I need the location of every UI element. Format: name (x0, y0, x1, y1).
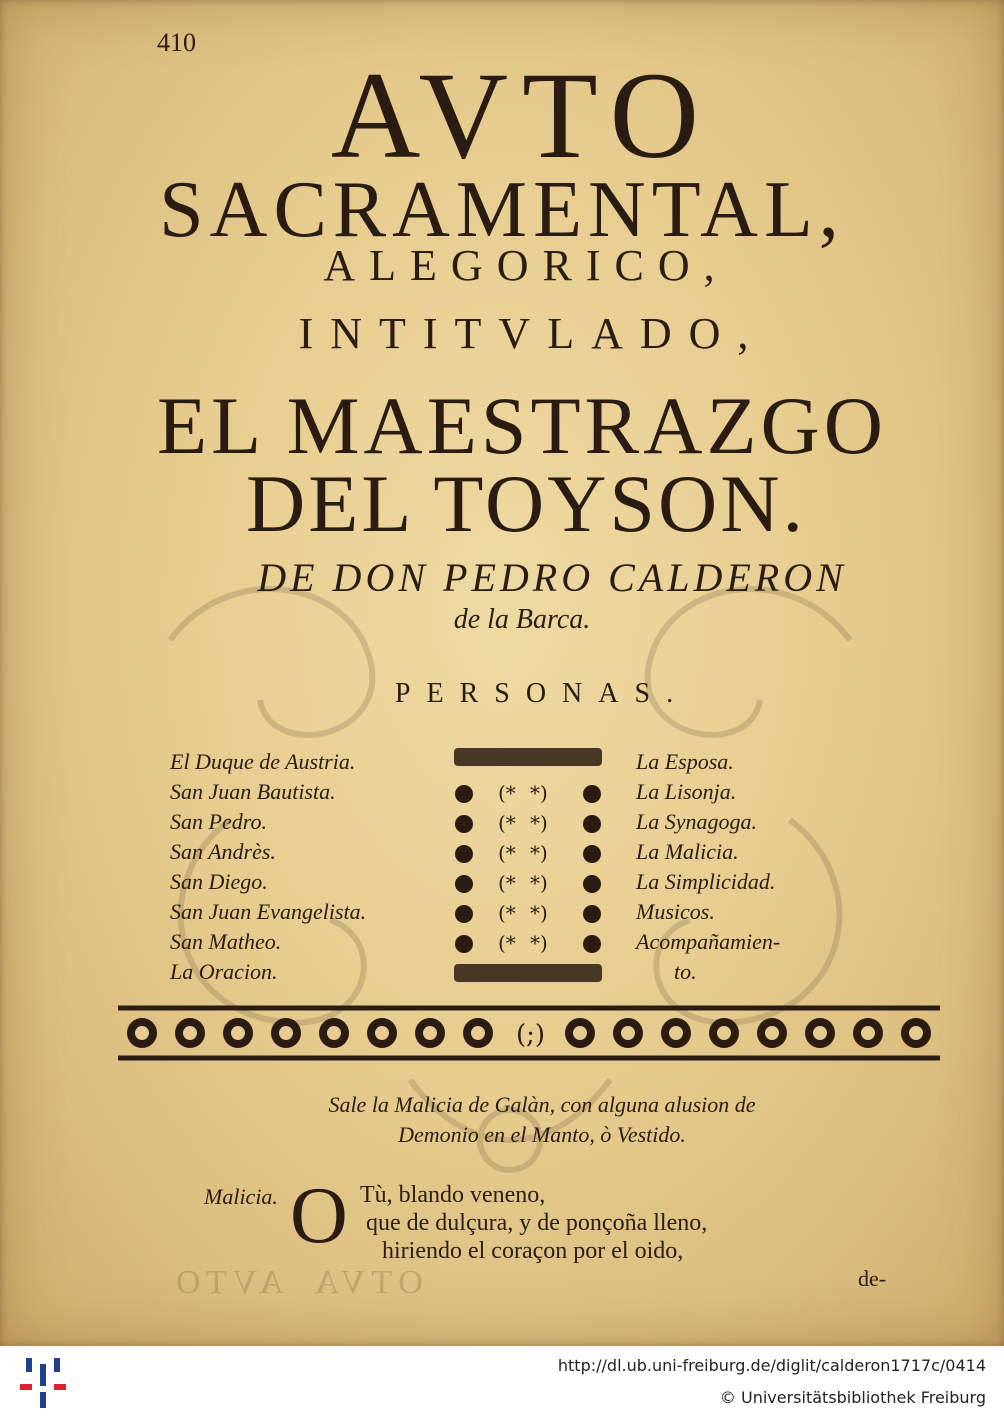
title-line-6: DEL TOYSON. (246, 458, 806, 549)
cast-item: El Duque de Austria. (170, 749, 356, 774)
verse-line: Tù, blando veneno, (360, 1182, 546, 1208)
stage-direction-line-1: Sale la Malicia de Galàn, con alguna alusion de (328, 1092, 756, 1117)
svg-text:(*: (* (498, 841, 516, 865)
svg-text:(*: (* (498, 901, 516, 925)
source-url-link[interactable]: http://dl.ub.uni-freiburg.de/diglit/calderon1717c/0414 (557, 1356, 986, 1375)
bleed-through-text: OTVA AVTO (170, 1264, 423, 1301)
cast-item: San Andrès. (170, 839, 276, 864)
title-line-1: AVTO (330, 47, 714, 184)
svg-text:*): *) (530, 901, 548, 925)
svg-text:*): *) (530, 871, 548, 895)
cast-list-right (636, 747, 780, 987)
svg-text:*): *) (530, 931, 548, 955)
cast-item: La Malicia. (636, 839, 739, 864)
svg-text:(;): (;) (516, 1020, 546, 1050)
svg-text:(*: (* (498, 931, 516, 955)
stage-direction-line-2: Demonio en el Manto, ò Vestido. (398, 1122, 686, 1147)
page-number: 410 (157, 28, 196, 57)
cast-item: La Synagoga. (636, 809, 757, 834)
author-line-2: de la Barca. (453, 604, 591, 635)
cast-item: San Juan Evangelista. (170, 899, 367, 924)
cast-item: San Matheo. (170, 929, 282, 954)
svg-text:(*: (* (498, 871, 516, 895)
cast-item: La Oracion. (170, 959, 278, 984)
verse-line: hiriendo el coraçon por el oido, (382, 1238, 684, 1264)
verse-line: que de dulçura, y de ponçoña lleno, (366, 1210, 708, 1236)
title-line-4: INTITVLADO, (298, 309, 766, 358)
catchword: de- (858, 1266, 887, 1291)
cast-item: La Simplicidad. (636, 869, 776, 894)
footer-bar (0, 1346, 1004, 1418)
svg-text:(*: (* (498, 811, 516, 835)
author-line: DE DON PEDRO CALDERON (257, 555, 847, 600)
cast-item: Acompañamien- (636, 929, 781, 954)
cast-item: San Juan Bautista. (170, 779, 336, 804)
cast-item: La Lisonja. (636, 779, 737, 804)
personas-heading: PERSONAS. (394, 678, 690, 709)
svg-text:*): *) (530, 811, 548, 835)
title-line-5: EL MAESTRAZGO (157, 380, 887, 471)
ornament-band (118, 1004, 940, 1062)
title-line-2: SACRAMENTAL, (159, 166, 845, 254)
speaker-name: Malicia. (204, 1184, 278, 1209)
svg-text:*): *) (530, 841, 548, 865)
cast-item: San Pedro. (170, 809, 267, 834)
cast-item: San Diego. (170, 869, 268, 894)
svg-text:*): *) (530, 781, 548, 805)
ornament-block (450, 744, 606, 986)
cast-item: to. (674, 959, 697, 984)
title-line-3: ALEGORICO, (323, 241, 729, 290)
cast-item: Musicos. (636, 899, 715, 924)
copyright-text: © Universitätsbibliothek Freiburg (719, 1388, 986, 1407)
cast-item: La Esposa. (636, 749, 734, 774)
cast-list-left (170, 747, 366, 987)
library-logo-icon (18, 1354, 68, 1410)
drop-cap: O (290, 1172, 348, 1260)
svg-text:(*: (* (498, 781, 516, 805)
